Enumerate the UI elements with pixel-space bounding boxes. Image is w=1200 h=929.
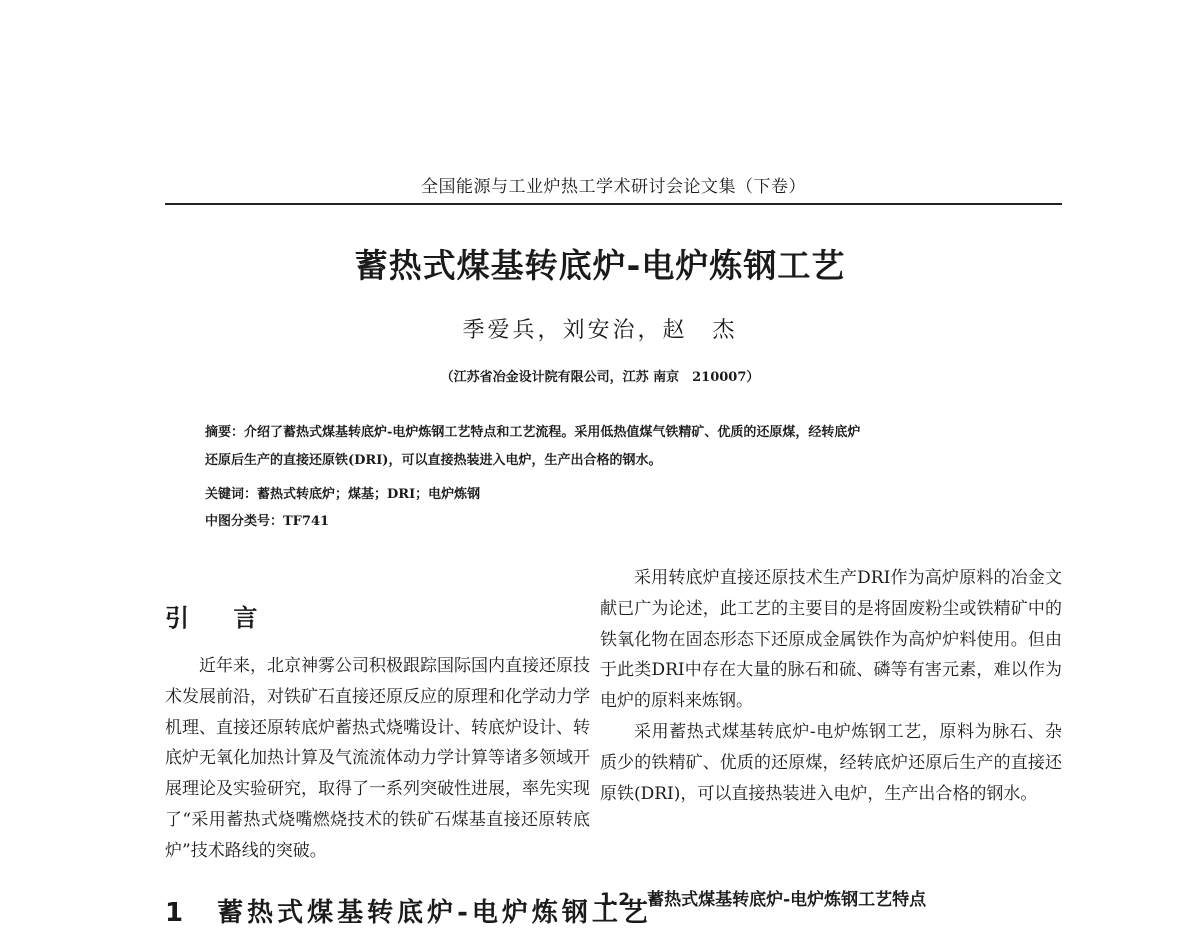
- left-column: [165, 651, 590, 867]
- subsection-heading-1-2: 1.2 蓄热式煤基转底炉-电炉炼钢工艺特点: [600, 890, 927, 910]
- classification: 中图分类号：TF741: [205, 514, 330, 529]
- affiliation: （江苏省冶金设计院有限公司，江苏 南京 210007）: [440, 370, 760, 385]
- header-rule: [165, 203, 1062, 205]
- right-column: [600, 563, 1062, 809]
- authors: 季爱兵，刘安治，赵 杰: [462, 318, 738, 343]
- abstract-line-1: 摘要：介绍了蓄热式煤基转底炉-电炉炼钢工艺特点和工艺流程。采用低热值煤气铁精矿、优质的还原煤，经转底炉: [205, 425, 861, 440]
- paper-title: 蓄热式煤基转底炉-电炉炼钢工艺: [354, 246, 846, 285]
- right-paragraph-1: 采用转底炉直接还原技术生产DRI作为高炉原料的冶金文献已广为论述，此工艺的主要目的是将固废粉尘或铁精矿中的铁氧化物在固态形态下还原成金属铁作为高炉炉料使用。但由于此类DRI中存在大量的脉石和硫、磷等有害元素，难以作为电炉的原料来炼钢。: [600, 568, 1062, 712]
- running-header: 全国能源与工业炉热工学术研讨会论文集（下卷）: [421, 177, 806, 197]
- abstract-line-2: 还原后生产的直接还原铁(DRI)，可以直接热装进入电炉，生产出合格的钢水。: [205, 453, 662, 468]
- keywords: 关键词：蓄热式转底炉；煤基；DRI；电炉炼钢: [205, 487, 481, 502]
- right-paragraph-2: 采用蓄热式煤基转底炉-电炉炼钢工艺，原料为脉石、杂质少的铁精矿、优质的还原煤，经转底炉还原后生产的直接还原铁(DRI)，可以直接热装进入电炉，生产出合格的钢水。: [600, 721, 1062, 804]
- section-heading-intro: 引 言: [165, 604, 276, 632]
- section-heading-1: 1 蓄热式煤基转底炉-电炉炼钢工艺: [165, 898, 652, 928]
- intro-paragraph: 近年来，北京神雾公司积极跟踪国际国内直接还原技术发展前沿，对铁矿石直接还原反应的原理和化学动力学机理、直接还原转底炉蓄热式烧嘴设计、转底炉设计、转底炉无氧化加热计算及气流流体动力学计算等诸多领域开展理论及实验研究，取得了一系列突破性进展，率先实现了“采用蓄热式烧嘴燃烧技术的铁矿石煤基直接还原转底炉”技术路线的突破。: [165, 656, 590, 861]
